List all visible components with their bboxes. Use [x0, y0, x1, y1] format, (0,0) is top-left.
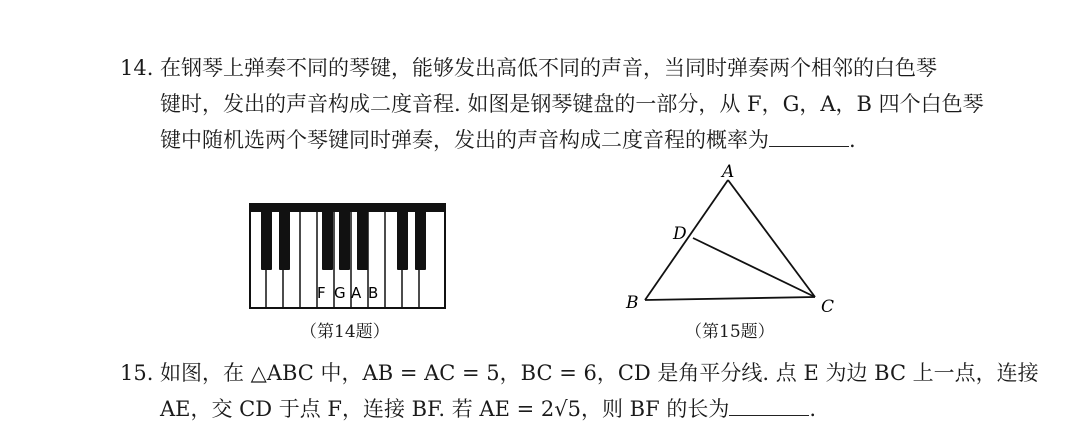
- black-keys: [261, 210, 426, 270]
- q15-line-2: AE，交 CD 于点 F，连接 BF. 若 AE = 2√5，则 BF 的长为 .: [160, 397, 817, 421]
- key-label-g: G: [334, 284, 346, 302]
- q14-line-3: 键中随机选两个琴键同时弹奏，发出的声音构成二度音程的概率为 .: [160, 128, 856, 152]
- segment-ac: [728, 180, 815, 297]
- q14-line-1: 14. 在钢琴上弹奏不同的琴键，能够发出高低不同的声音，当同时弹奏两个相邻的白色琴: [120, 56, 937, 80]
- point-label-a: A: [722, 162, 735, 182]
- q14-number: 14.: [120, 56, 154, 80]
- answer-blank-14[interactable]: [769, 128, 849, 147]
- key-label-f: F: [317, 284, 326, 302]
- key-label-a: A: [351, 284, 362, 302]
- answer-blank-15[interactable]: [729, 397, 809, 416]
- segment-bc: [645, 297, 815, 300]
- segment-cd: [693, 238, 815, 297]
- point-label-c: C: [821, 297, 835, 317]
- q15-caption: （第15题）: [685, 322, 775, 342]
- q15-number: 15.: [120, 361, 154, 385]
- key-label-b: B: [368, 284, 379, 302]
- point-label-b: B: [626, 293, 639, 313]
- q14-line-2: 键时，发出的声音构成二度音程. 如图是钢琴键盘的一部分，从 F，G，A，B 四个白色琴: [160, 92, 984, 116]
- triangle-figure: [620, 160, 860, 320]
- q14-caption: （第14题）: [300, 322, 390, 342]
- piano-keyboard-figure: [248, 202, 448, 312]
- q15-line-1: 15. 如图，在 △ABC 中，AB = AC = 5，BC = 6，CD 是角平分线. 点 E 为边 BC 上一点，连接: [120, 361, 1039, 385]
- point-label-d: D: [673, 224, 687, 244]
